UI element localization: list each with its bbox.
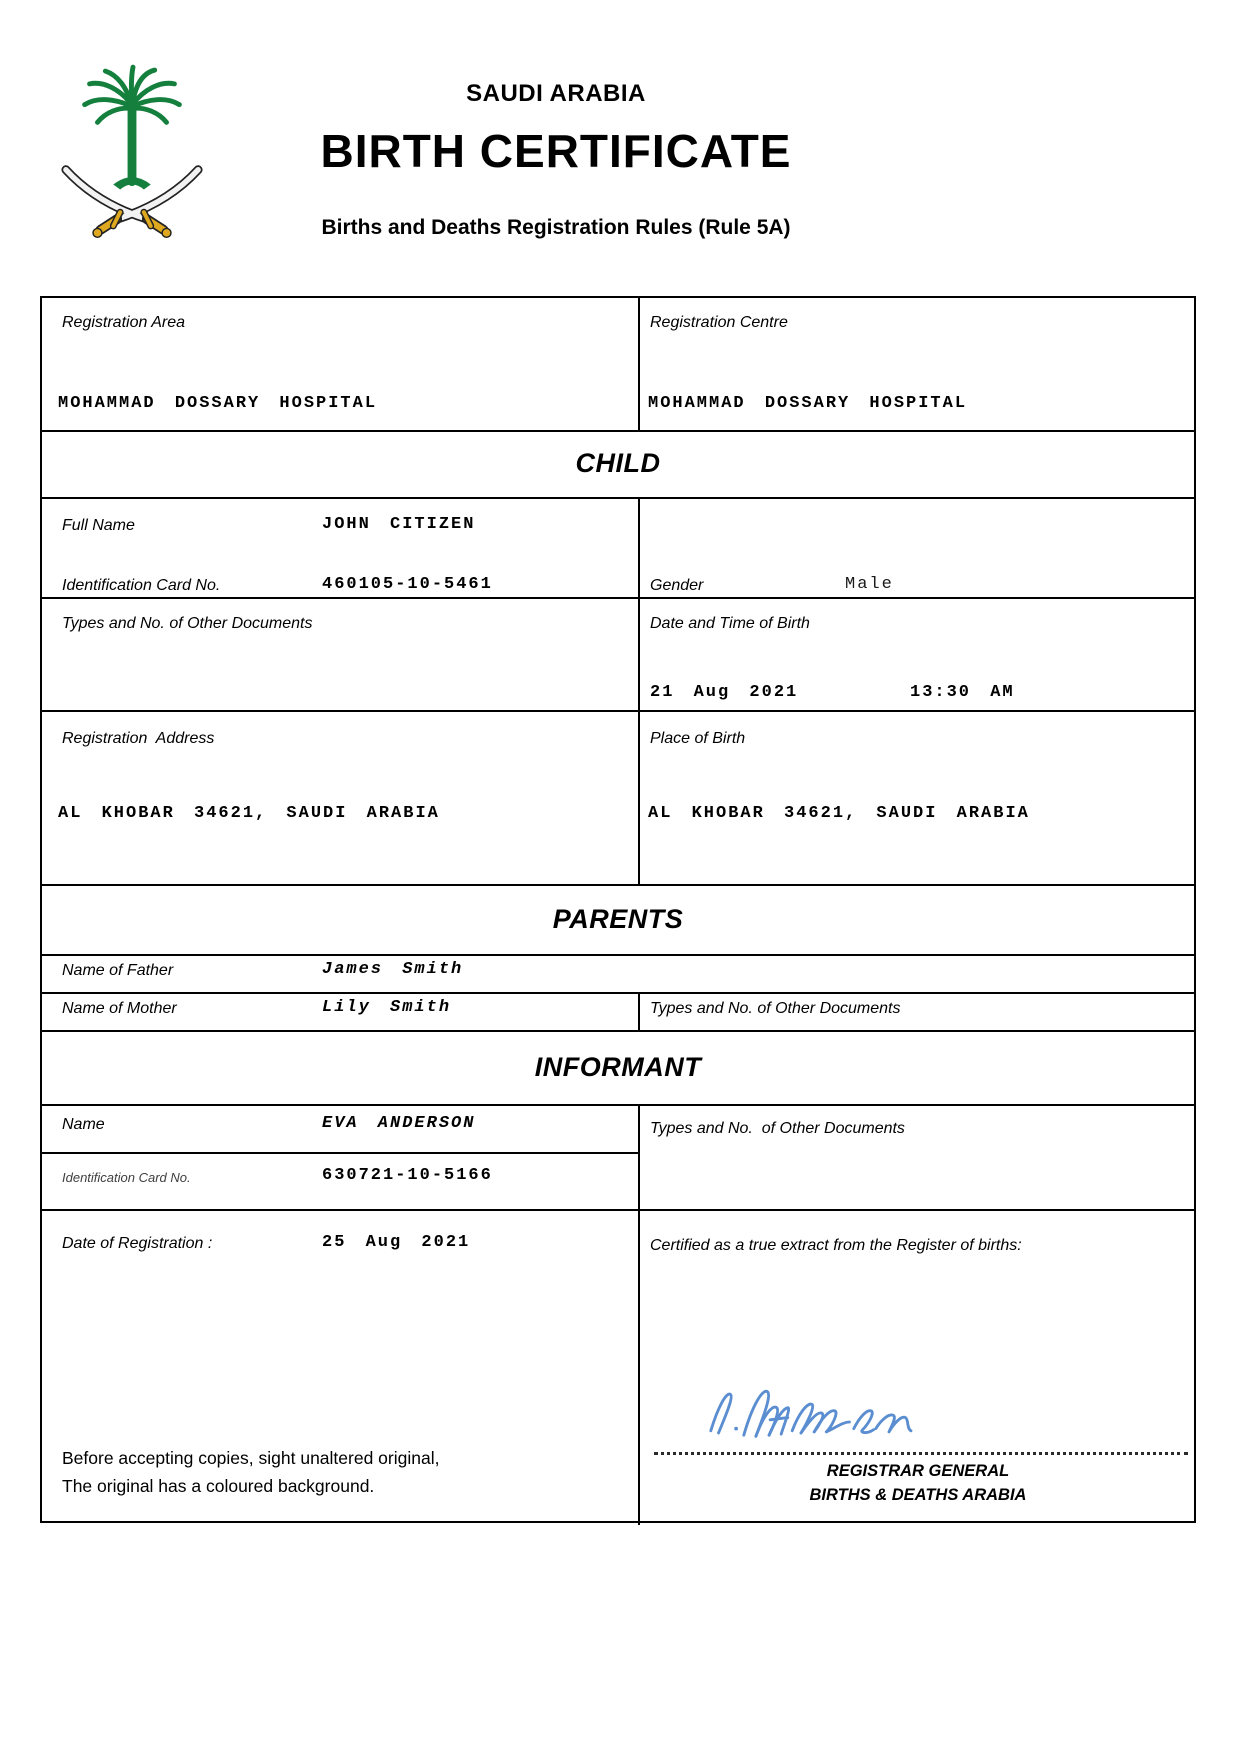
father-name-label: Name of Father: [62, 962, 174, 979]
certified-extract-label: Certified as a true extract from the Register of births:: [650, 1237, 1022, 1254]
gender-value: Male: [845, 575, 894, 594]
informant-id-label: Identification Card No.: [62, 1170, 191, 1185]
row-divider: [42, 497, 1194, 499]
registration-area-label: Registration Area: [62, 314, 186, 331]
copy-notice-line1: Before accepting copies, sight unaltered original,: [62, 1448, 440, 1468]
full-name-value: JOHN CITIZEN: [322, 515, 476, 534]
parents-other-docs-label: Types and No. of Other Documents: [650, 1000, 901, 1017]
row-divider-partial: [42, 1152, 638, 1154]
informant-id-value: 630721-10-5166: [322, 1166, 493, 1185]
mother-name-value: Lily Smith: [322, 998, 452, 1017]
informant-name-label: Name: [62, 1116, 105, 1133]
place-of-birth-label: Place of Birth: [650, 730, 746, 747]
document-subtitle: Births and Deaths Registration Rules (Rule 5A): [321, 216, 791, 239]
informant-other-docs-label: Types and No. of Other Documents: [650, 1120, 905, 1137]
father-name-value: James Smith: [322, 960, 464, 979]
gender-label: Gender: [650, 577, 704, 594]
registration-address-value: AL KHOBAR 34621, SAUDI ARABIA: [58, 804, 440, 823]
row-divider: [42, 954, 1194, 956]
registrar-title-line1: REGISTRAR GENERAL: [826, 1462, 1010, 1480]
informant-name-value: EVA ANDERSON: [322, 1114, 476, 1133]
birth-datetime-label: Date and Time of Birth: [650, 615, 810, 632]
row-divider: [42, 1104, 1194, 1106]
date-of-registration-label: Date of Registration :: [62, 1235, 213, 1252]
child-other-docs-label: Types and No. of Other Documents: [62, 615, 313, 632]
row-divider: [42, 710, 1194, 712]
registration-centre-value: MOHAMMAD DOSSARY HOSPITAL: [648, 394, 968, 413]
country-title: SAUDI ARABIA: [466, 80, 646, 107]
row-divider: [42, 597, 1194, 599]
row-divider: [42, 992, 1194, 994]
child-id-label: Identification Card No.: [62, 577, 221, 594]
section-header-child: CHILD: [575, 448, 661, 478]
date-of-registration-value: 25 Aug 2021: [322, 1233, 471, 1252]
birth-date-value: 21 Aug 2021: [650, 683, 799, 702]
place-of-birth-value: AL KHOBAR 34621, SAUDI ARABIA: [648, 804, 1030, 823]
row-divider: [42, 1209, 1194, 1211]
child-id-value: 460105-10-5461: [322, 575, 493, 594]
copy-notice-line2: The original has a coloured background.: [62, 1476, 375, 1496]
section-header-parents: PARENTS: [552, 903, 684, 934]
registrar-signature-icon: [702, 1378, 922, 1444]
full-name-label: Full Name: [62, 517, 135, 534]
registration-area-value: MOHAMMAD DOSSARY HOSPITAL: [58, 394, 378, 413]
signature-dotted-line: [654, 1452, 1188, 1455]
column-divider: [638, 992, 640, 1030]
document-title: BIRTH CERTIFICATE: [320, 125, 792, 177]
mother-name-label: Name of Mother: [62, 1000, 177, 1017]
registrar-title-line2: BIRTHS & DEATHS ARABIA: [809, 1486, 1027, 1504]
section-header-informant: INFORMANT: [534, 1051, 702, 1082]
column-divider: [638, 497, 640, 884]
registration-address-label: Registration Address: [62, 730, 215, 747]
column-divider: [638, 298, 640, 430]
registration-centre-label: Registration Centre: [650, 314, 788, 331]
certificate-table: [40, 296, 1196, 1523]
birth-time-value: 13:30 AM: [910, 683, 1015, 702]
